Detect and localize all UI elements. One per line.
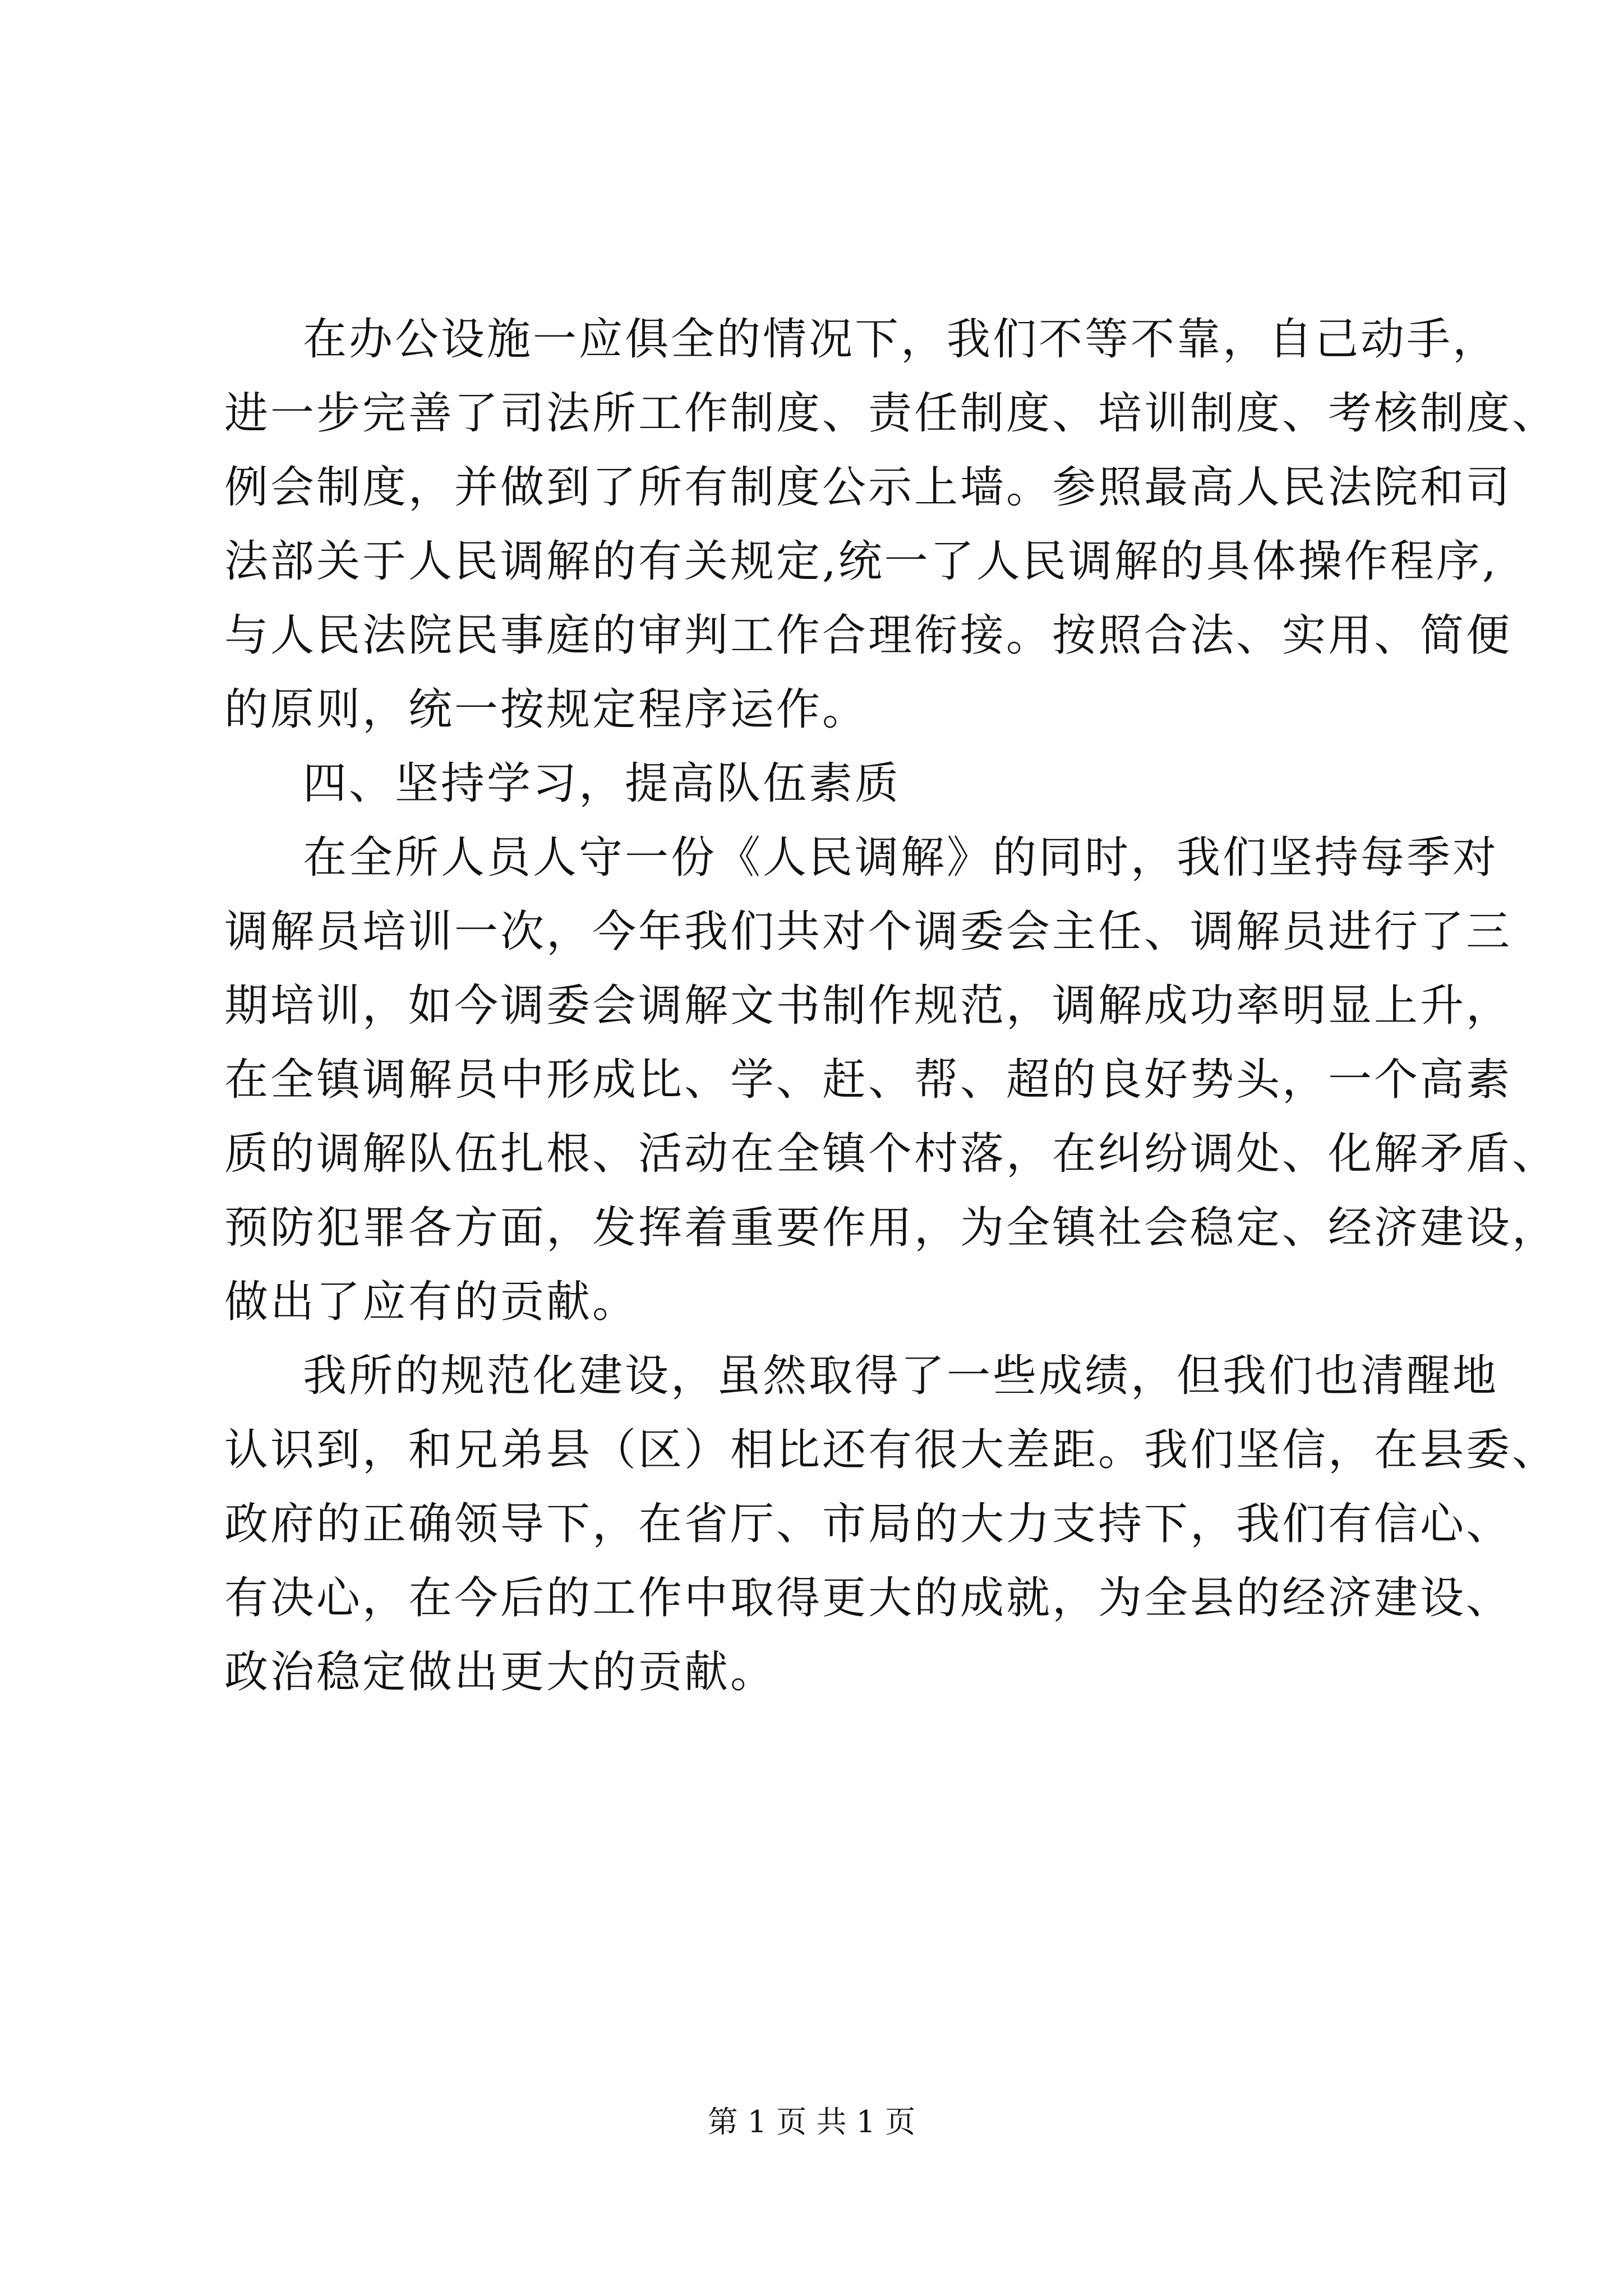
- section-heading: 四、坚持学习，提高队伍素质: [303, 758, 901, 809]
- paragraph-2-line-7: 做出了应有的贡献。: [224, 1277, 639, 1327]
- paragraph-2-line-5: 质的调解队伍扎根、活动在全镇个村落，在纠纷调处、化解矛盾、: [224, 1129, 1559, 1179]
- page-number-footer: 第 1 页 共 1 页: [707, 2104, 916, 2139]
- paragraph-3-line-4: 有决心，在今后的工作中取得更大的成就，为全县的经济建设、: [224, 1573, 1513, 1623]
- paragraph-2-line-2: 调解员培训一次，今年我们共对个调委会主任、调解员进行了三: [224, 907, 1513, 957]
- paragraph-2-line-1: 在全所人员人守一份《人民调解》的同时，我们坚持每季对: [303, 832, 1499, 883]
- paragraph-1-line-4: 法部关于人民调解的有关规定,统一了人民调解的具体操作程序,: [224, 536, 1498, 587]
- paragraph-3-line-1: 我所的规范化建设，虽然取得了一些成绩，但我们也清醒地: [303, 1351, 1499, 1401]
- paragraph-3-line-3: 政府的正确领导下，在省厅、市局的大力支持下，我们有信心、: [224, 1499, 1513, 1549]
- paragraph-1-line-5: 与人民法院民事庭的审判工作合理衔接。按照合法、实用、简便: [224, 610, 1513, 661]
- paragraph-1-line-1: 在办公设施一应俱全的情况下，我们不等不靠，自己动手，: [303, 314, 1499, 365]
- paragraph-1-line-6: 的原则，统一按规定程序运作。: [224, 684, 869, 735]
- paragraph-3-line-5: 政治稳定做出更大的贡献。: [224, 1647, 777, 1697]
- paragraph-2-line-6: 预防犯罪各方面，发挥着重要作用，为全镇社会稳定、经济建设，: [224, 1203, 1559, 1253]
- paragraph-1-line-3: 例会制度，并做到了所有制度公示上墙。参照最高人民法院和司: [224, 462, 1513, 513]
- paragraph-2-line-3: 期培训，如今调委会调解文书制作规范，调解成功率明显上升，: [224, 981, 1513, 1031]
- paragraph-1-line-2: 进一步完善了司法所工作制度、责任制度、培训制度、考核制度、: [224, 388, 1559, 439]
- paragraph-2-line-4: 在全镇调解员中形成比、学、赶、帮、超的良好势头，一个高素: [224, 1055, 1513, 1105]
- paragraph-3-line-2: 认识到，和兄弟县（区）相比还有很大差距。我们坚信，在县委、: [224, 1425, 1559, 1475]
